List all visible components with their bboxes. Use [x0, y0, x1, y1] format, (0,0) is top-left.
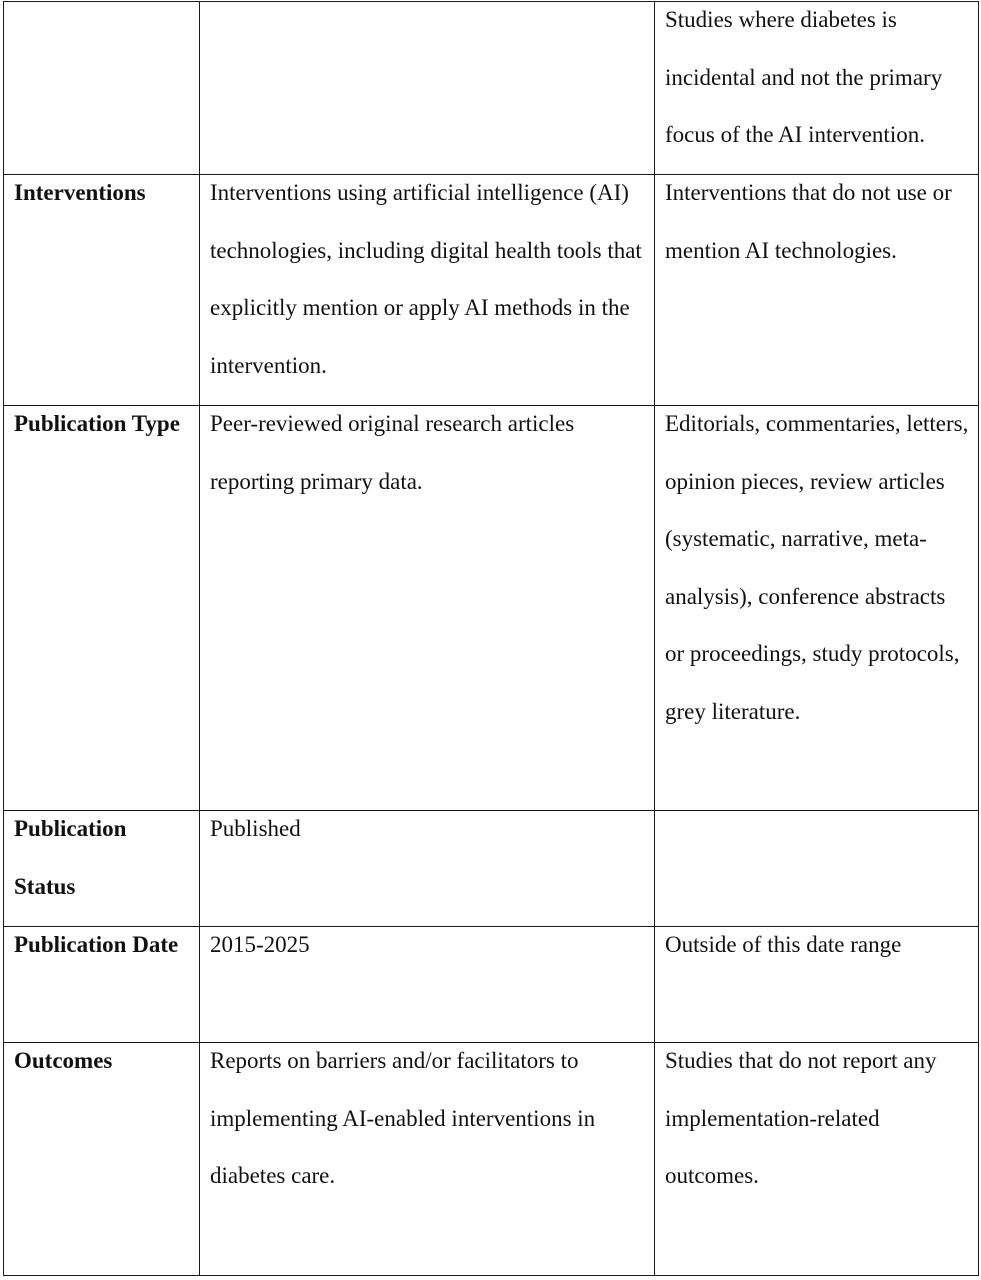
eligibility-criteria-table	[3, 1, 979, 1276]
exclusion-cell	[655, 175, 979, 406]
inclusion-text: Interventions using artificial intelligence (AI) technologies, including digital health tools that explicitly mention or apply AI methods in the intervention.	[210, 180, 642, 378]
inclusion-text: Peer-reviewed original research articles reporting primary data.	[210, 411, 575, 494]
table-row	[4, 175, 979, 406]
row-label-cell	[4, 1043, 200, 1276]
exclusion-text: Studies that do not report any implementation-related outcomes.	[665, 1048, 937, 1189]
row-label-cell	[4, 406, 200, 811]
table-row	[4, 406, 979, 811]
inclusion-cell	[200, 927, 655, 1043]
row-label: Publication Date	[14, 932, 179, 957]
inclusion-cell	[200, 2, 655, 175]
inclusion-text: Reports on barriers and/or facilitators to implementing AI-enabled interventions in diabetes care.	[210, 1048, 596, 1189]
exclusion-text: Studies where diabetes is incidental and not the primary focus of the AI intervention.	[665, 7, 943, 148]
row-label: Publication Status	[14, 816, 127, 899]
table-row	[4, 811, 979, 927]
exclusion-text: Interventions that do not use or mention AI technologies.	[665, 180, 952, 263]
exclusion-cell	[655, 1043, 979, 1276]
row-label: Publication Type	[14, 411, 180, 436]
exclusion-text: Outside of this date range	[665, 932, 902, 957]
table-row	[4, 927, 979, 1043]
inclusion-cell	[200, 811, 655, 927]
exclusion-cell	[655, 927, 979, 1043]
exclusion-text: Editorials, commentaries, letters, opinion pieces, review articles (systematic, narrative, meta-analysis), conference abstracts or proceedings, study protocols, grey literature.	[665, 411, 969, 724]
table-row	[4, 1043, 979, 1276]
table-row	[4, 2, 979, 175]
inclusion-cell	[200, 406, 655, 811]
row-label-cell	[4, 811, 200, 927]
exclusion-cell	[655, 811, 979, 927]
exclusion-cell	[655, 406, 979, 811]
row-label-cell	[4, 927, 200, 1043]
row-label-cell	[4, 175, 200, 406]
exclusion-cell	[655, 2, 979, 175]
inclusion-cell	[200, 1043, 655, 1276]
inclusion-text: Published	[210, 816, 301, 841]
inclusion-cell	[200, 175, 655, 406]
row-label: Outcomes	[14, 1048, 113, 1073]
inclusion-text: 2015-2025	[210, 932, 310, 957]
row-label-cell	[4, 2, 200, 175]
row-label: Interventions	[14, 180, 146, 205]
